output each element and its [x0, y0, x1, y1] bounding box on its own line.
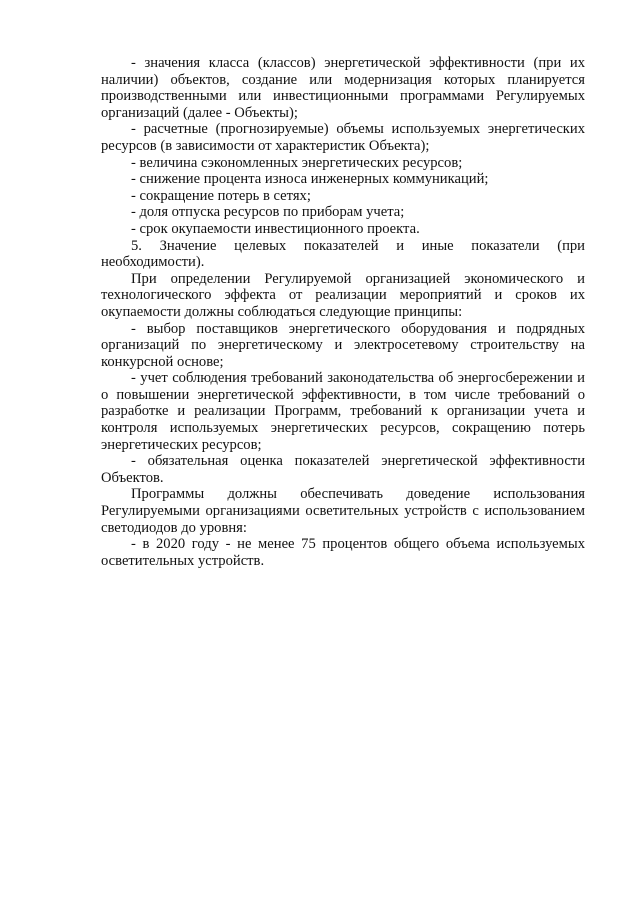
paragraph-programs-led-requirement: Программы должны обеспечивать доведение использования Регулируемыми организациями осветительных устройств с использованием светодиодов до уровня: [101, 486, 585, 536]
paragraph-metered-share: - доля отпуска ресурсов по приборам учета; [131, 204, 405, 221]
paragraph-estimated-resource-volumes: - расчетные (прогнозируемые) объемы используемых энергетических ресурсов (в зависимости от характеристик Объекта); [101, 121, 585, 154]
paragraph-wear-reduction: - снижение процента износа инженерных коммуникаций; [131, 171, 489, 188]
document-body [101, 55, 585, 569]
paragraph-target-indicators: 5. Значение целевых показателей и иные показатели (при необходимости). [101, 237, 585, 271]
paragraph-2020-target: - в 2020 году - не менее 75 процентов общего объема используемых осветительных устройств. [101, 536, 585, 569]
paragraph-energy-class-values: - значения класса (классов) энергетической эффективности (при их наличии) объектов, создание или модернизация которых планируется производственными или инвестиционными программами Регулируемых организаций (далее - Объекты); [101, 55, 585, 121]
paragraph-legal-compliance: - учет соблюдения требований законодательства об энергосбережении и о повышении энергетической эффективности, в том числе требований о разработке и реализации Программ, требований к организации учета и контроля используемых энергетических ресурсов, сокращению потерь энергетических ресурсов; [101, 370, 585, 453]
paragraph-saved-resources: - величина сэкономленных энергетических ресурсов; [131, 154, 463, 171]
paragraph-network-losses: - сокращение потерь в сетях; [131, 187, 311, 204]
paragraph-principles-intro: При определении Регулируемой организацией экономического и технологического эффекта от реализации мероприятий и сроков их окупаемости должны соблюдаться следующие принципы: [101, 270, 585, 320]
paragraph-supplier-selection: - выбор поставщиков энергетического оборудования и подрядных организаций по энергетическому и электросетевому строительству на конкурсной основе; [101, 320, 585, 370]
paragraph-payback-period: - срок окупаемости инвестиционного проекта. [131, 220, 420, 237]
paragraph-mandatory-assessment: - обязательная оценка показателей энергетической эффективности Объектов. [101, 453, 585, 486]
